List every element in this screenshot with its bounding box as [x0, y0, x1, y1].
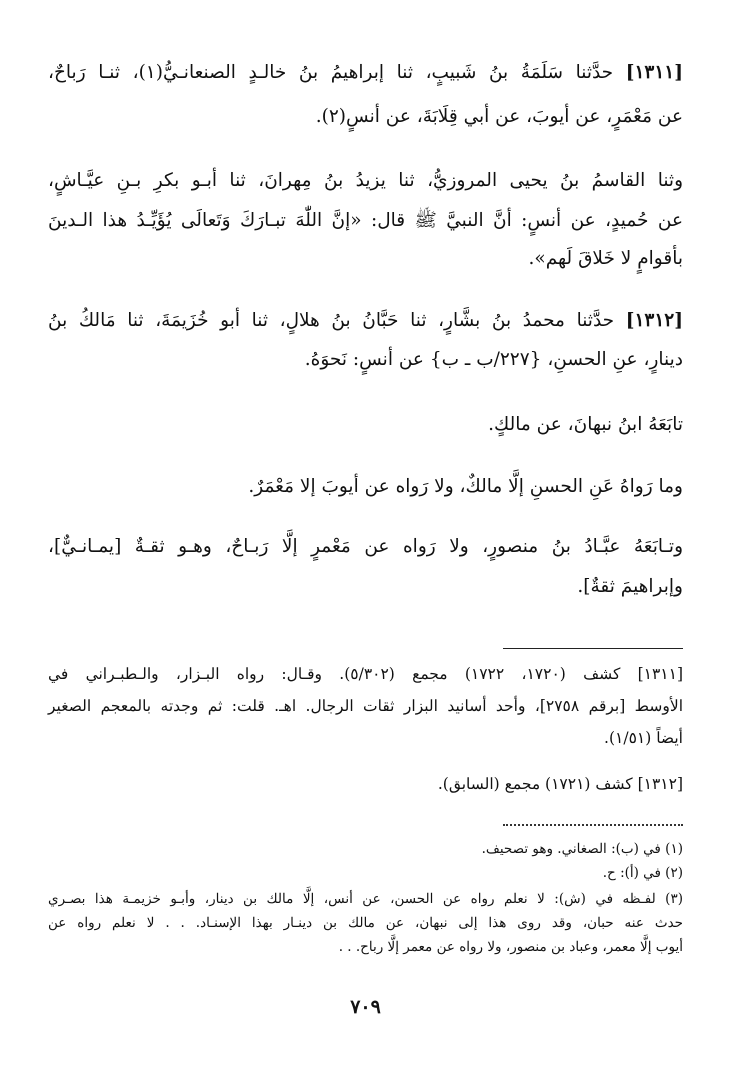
- footnote-separator-line: [503, 648, 683, 649]
- qasim-paragraph-line-1: وثنا القاسمُ بنُ يحيى المروزيُّ، ثنا يزيدُ بنُ مِهرانَ، ثنا أبـو بكرِ بـنِ عيَّـاشٍ،: [48, 170, 683, 191]
- hadith-1311-line-1: [48, 58, 683, 88]
- footnote-2: (٢) في (أ): ح.: [602, 865, 683, 881]
- hadith-1311-line-2: عن مَعْمَرٍ، عن أيوبَ، عن أبي قِلَابَةَ، عن أنسٍ(٢).: [315, 106, 683, 127]
- footnote-dotted-separator: [503, 824, 683, 826]
- takhrij-1312: [١٣١٢] كشف (١٧٢١) مجمع (السابق).: [437, 775, 683, 793]
- hadith-1311-number: [١٣١١]: [625, 62, 683, 83]
- hadith-1312-line-1: [48, 306, 683, 336]
- takhrij-1311-line-3: أيضاً (١/٥١).: [604, 729, 683, 747]
- abbad-paragraph-line-1: وتـابَعَهُ عبَّـادُ بنُ منصورٍ، ولا رَواه عن مَعْمرٍ إلَّا رَبـاحٌ، وهـو ثقـةٌ [يمـانـيٌّ]،: [48, 536, 683, 557]
- footnote-1: (١) في (ب): الصغاني. وهو تصحيف.: [481, 841, 683, 857]
- hadith-1312-number: [١٣١٢]: [625, 310, 683, 331]
- hadith-1312-text-1: حدَّثنا محمدُ بنُ بشَّارٍ، ثنا حَبَّانُ بنُ هلالٍ، ثنا أبو خُزَيمَةَ، ثنا مَالكُ بنُ: [48, 310, 615, 331]
- footnote-3-line-2: حدث عنه حبان، وقد روى هذا إلى نبهان، عن مالك بن دينـار بهذا الإسنـاد. . . لا نعلم رواه عن: [48, 915, 683, 931]
- tabaahu-paragraph: تابَعَهُ ابنُ نبهانَ، عن مالكٍ.: [488, 414, 683, 435]
- takhrij-1311-line-2: الأوسط [برقم ٢٧٥٨]، وأحد أسانيد البزار ثقات الرجال. اهـ. قلت: ثم وجدته بالمعجم الصغير: [48, 697, 684, 715]
- hadith-1312-line-2: دينارٍ، عنِ الحسنِ، {٢٢٧/ب ـ ب} عن أنسٍ: نَحوَهُ.: [304, 349, 683, 370]
- qasim-paragraph-line-2: عن حُميدٍ، عن أنسٍ: أنَّ النبيَّ ﷺ قال: «إنَّ اللّٰهَ تبـارَكَ وَتَعالَى يُؤَيِّـدُ هذا الـدينَ: [48, 210, 683, 231]
- page-number: ٧٠٩: [350, 996, 381, 1018]
- rawah-paragraph: وما رَواهُ عَنِ الحسنِ إلَّا مالكٌ، ولا رَواه عن أيوبَ إلا مَعْمَرٌ.: [248, 476, 683, 497]
- abbad-paragraph-line-2: وإبراهيمَ ثقةٌ].: [577, 576, 683, 597]
- hadith-1311-text-1: حدَّثنا سَلَمَةُ بنُ شَبيبٍ، ثنا إبراهيمُ بنُ خالـدٍ الصنعانـيُّ(١)، ثنـا رَباحٌ،: [48, 62, 614, 83]
- footnote-3-line-1: (٣) لفـظه في (ش): لا نعلم رواه عن الحسن، عن أنس، إلَّا مالك بن دينار، وأبـو خزيمـة هذا بصـري: [48, 891, 683, 907]
- footnote-3-line-3: أيوب إلَّا معمر، وعباد بن منصور، ولا رواه عن معمر إلَّا رباح. . .: [338, 939, 683, 955]
- takhrij-1311-line-1: [١٣١١] كشف (١٧٢٠، ١٧٢٢) مجمع (٥/٣٠٢). وقـال: رواه البـزار، والـطبـراني في: [48, 665, 683, 683]
- qasim-paragraph-line-3: بأقوامٍ لا خَلاقَ لَهم».: [528, 248, 683, 269]
